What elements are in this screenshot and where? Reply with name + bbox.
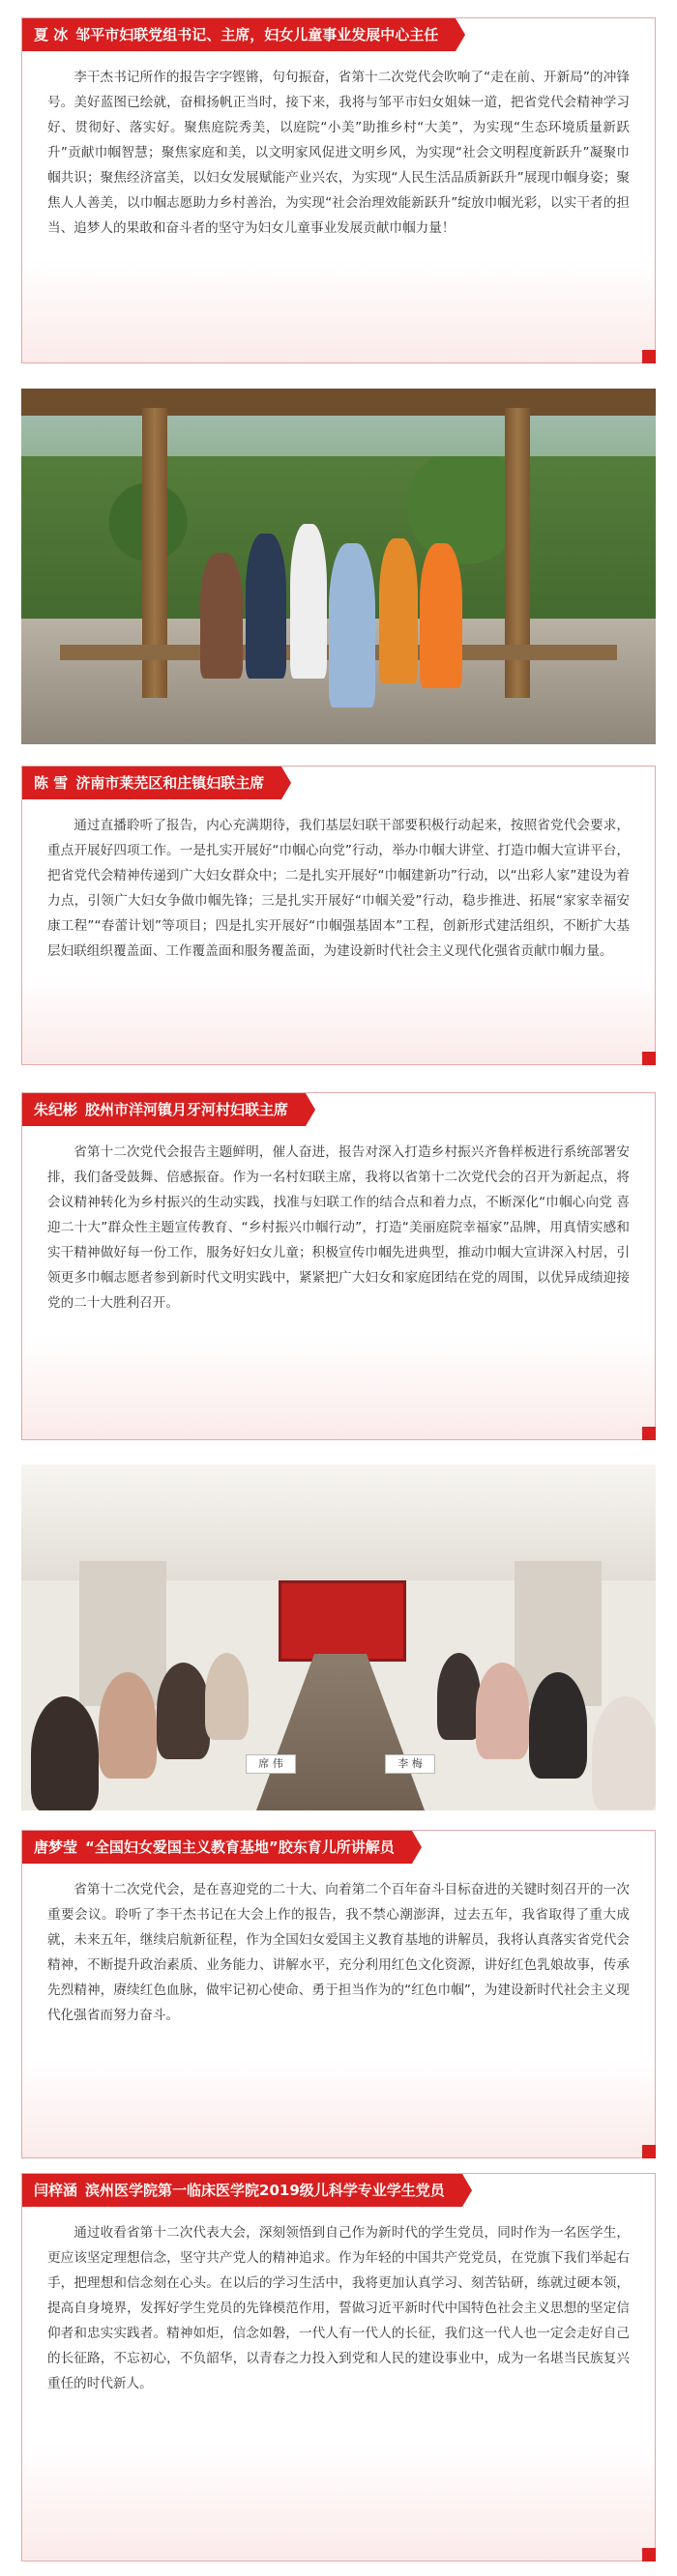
section-body: 通过收看省第十二次代表大会，深刻领悟到自己作为新时代的学生党员，同时作为一名医学生，更应该坚定理想信念，坚守共产党人的精神追求。作为年轻的中国共产党党员，在党旗下我们举起右手，把理想和信念刻在心头。在以后的学习生活中，我将更加认真学习、刻苦钻研，练就过硬本领，提高自身境界，发挥好学生党员的先锋模范作用，誓做习近平新时代中国特色社会主义思想的坚定信仰者和忠实实践者。精神如炬，信念如磐，一代人有一代人的长征，我们这一代人也一定会走好自己的长征路，不忘初心，不负韶华，以青春之力投入到党和人民的建设事业中，成为一名堪当民族复兴重任的时代新人。 [47,2225,630,2391]
name-sign: 席 伟 [246,1754,296,1774]
section-body: 李干杰书记所作的报告字字铿锵，句句振奋，省第十二次党代会吹响了“走在前、开新局”的冲锋号。美好蓝图已绘就，奋楫扬帆正当时，接下来，我将与邹平市妇女姐妹一道，把省党代会精神学习好、贯彻好、落实好。聚焦庭院秀美，以庭院“小美”助推乡村“大美”，为实现“生态环境质量新跃升”贡献巾帼智慧；聚焦家庭和美，以文明家风促进文明乡风，为实现“社会文明程度新跃升”凝聚巾帼共识；聚焦经济富美，以妇女发展赋能产业兴农，为实现“人民生活品质新跃升”展现巾帼身姿；聚焦人人善美，以巾帼志愿助力乡村善治，为实现“社会治理效能新跃升”绽放巾帼光彩，以实干者的担当、追梦人的果敢和奋斗者的坚守为妇女儿童事业发展贡献巾帼力量！ [47,70,630,236]
speaker-title: “全国妇女爱国主义教育基地”胶东育儿所讲解员 [85,1838,395,1856]
section-header [22,1093,306,1126]
section-header [22,1831,412,1864]
speaker-name: 陈 雪 [34,774,69,792]
meeting-room-photo [21,1464,656,1810]
section-body: 通过直播聆听了报告，内心充满期待，我们基层妇联干部要积极行动起来，按照省党代会要求，重点开展好四项工作。一是扎实开展好“巾帼心向党”行动，举办巾帼大讲堂、打造巾帼大宣讲平台，把省党代会精神传递到广大妇女群众中；二是扎实开展好“巾帼建新功”行动，以“出彩人家”建设为着力点，引领广大妇女争做巾帼先锋；三是扎实开展好“巾帼关爱”行动，稳步推进、拓展“家家幸福安康工程”“春蕾计划”等项目；四是扎实开展好“巾帼强基固本”工程，创新形式建活组织，不断扩大基层妇联组织覆盖面、工作覆盖面和服务覆盖面，为建设新时代社会主义现代化强省贡献巾帼力量。 [47,818,630,959]
women-pavilion-photo [21,389,656,744]
speaker-title: 滨州医学院第一临床医学院2019级儿科学专业学生党员 [85,2182,445,2199]
speaker-name: 夏 冰 [34,26,69,43]
section-header [22,18,456,51]
speaker-title: 胶州市洋河镇月牙河村妇联主席 [85,1101,289,1118]
speaker-name: 唐梦莹 [34,1838,78,1856]
section-card [21,1830,656,2158]
speaker-name: 闫梓涵 [34,2182,78,2199]
section-body: 省第十二次党代会，是在喜迎党的二十大、向着第二个百年奋斗目标奋进的关键时刻召开的一次重要会议。聆听了李干杰书记在大会上作的报告，我不禁心潮澎湃，过去五年，我省取得了重大成就，未来五年，继续启航新征程，作为全国妇女爱国主义教育基地的讲解员，我将认真落实省党代会精神，不断提升政治素质、业务能力、讲解水平，充分利用红色文化资源，讲好红色乳娘故事，传承先烈精神，赓续红色血脉，做牢记初心使命、勇于担当作为的“红色巾帼”，为建设新时代社会主义现代化强省而努力奋斗。 [47,1882,630,2023]
section-card [21,17,656,363]
name-sign: 李 梅 [385,1754,435,1774]
section-header [22,767,281,799]
section-header [22,2174,462,2207]
section-card [21,2173,656,2562]
section-card [21,766,656,1065]
speaker-title: 济南市莱芜区和庄镇妇联主席 [75,774,265,792]
speaker-title: 邹平市妇联党组书记、主席，妇女儿童事业发展中心主任 [75,26,439,43]
section-card [21,1092,656,1440]
section-body: 省第十二次党代会报告主题鲜明，催人奋进，报告对深入打造乡村振兴齐鲁样板进行系统部署安排，我们备受鼓舞、倍感振奋。作为一名村妇联主席，我将以省第十二次党代会的召开为新起点，将会议精神转化为乡村振兴的生动实践，找准与妇联工作的结合点和着力点，不断深化“巾帼心向党 喜迎二十大”群众性主题宣传教育、“乡村振兴巾帼行动”，打造“美丽庭院幸福家”品牌，用真情实感和实干精神做好每一份工作，服务好妇女儿童；积极宣传巾帼先进典型，推动巾帼大宣讲深入村居，引领更多巾帼志愿者参到新时代文明实践中，紧紧把广大妇女和家庭团结在党的周围，以优异成绩迎接党的二十大胜利召开。 [47,1144,630,1311]
speaker-name: 朱纪彬 [34,1101,78,1118]
